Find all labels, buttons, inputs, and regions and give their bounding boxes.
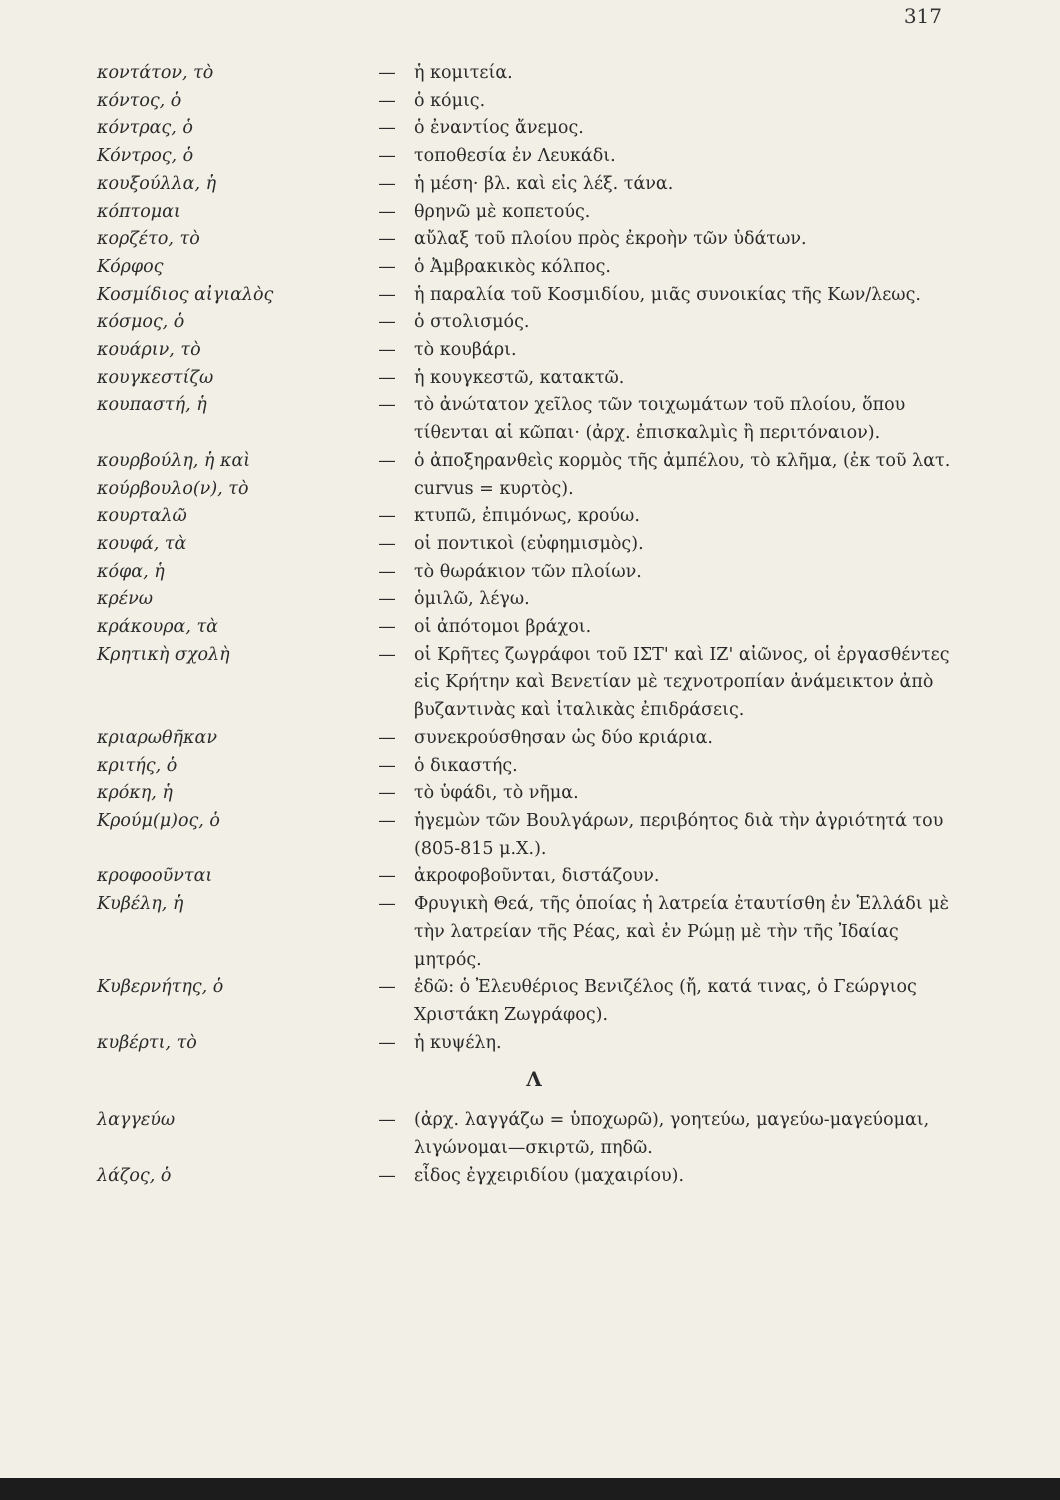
entry-term — [97, 337, 372, 365]
glossary-entry — [0, 309, 1060, 337]
glossary-entry — [0, 226, 1060, 254]
entry-term — [97, 503, 372, 531]
entry-definition: κτυπῶ, ἐπιμόνως, κρούω. — [414, 506, 640, 527]
entry-definition: οἱ Κρῆτες ζωγράφοι τοῦ ΙΣΤ' καὶ ΙΖ' αἰῶνος, οἱ ἐργασθέντες εἰς Κρήτην καὶ Βενετίαν μὲ τεχνοτροπίαν ἀνάμεικτον ἀπὸ βυζαντινὰς καὶ ἰταλικὰς ἐπιδράσεις. — [414, 644, 950, 721]
entry-definition: ἡ παραλία τοῦ Κοσμιδίου, μιᾶς συνοικίας τῆς Κων/λεως. — [414, 284, 921, 305]
glossary-entry — [0, 753, 1060, 781]
entry-term — [97, 282, 372, 310]
entry-term-line: κριτής, ὁ — [97, 755, 178, 776]
glossary-entry — [0, 559, 1060, 587]
entry-definition: ἡ κομιτεία. — [414, 63, 513, 83]
entry-term-line: κόφα, ἡ — [97, 561, 165, 582]
entry-dash: — — [378, 589, 396, 610]
entry-dash: — — [378, 312, 396, 333]
glossary-entry — [0, 365, 1060, 393]
entry-term — [97, 642, 372, 670]
entry-term — [97, 531, 372, 559]
entry-term — [97, 586, 372, 614]
glossary-entry — [0, 60, 1060, 88]
entry-term-line: Κόντρος, ὁ — [97, 146, 194, 167]
entry-term-line: λάζος, ὁ — [97, 1165, 172, 1186]
entry-term-line: κουρταλῶ — [97, 506, 187, 527]
entry-term — [97, 309, 372, 337]
entry-term-line: κόσμος, ὁ — [97, 312, 185, 333]
entry-dash: — — [378, 395, 396, 416]
glossary-entry — [0, 1030, 1060, 1058]
entry-definition: τὸ θωράκιον τῶν πλοίων. — [414, 561, 642, 582]
entry-term-line: κόντρας, ὁ — [97, 118, 193, 139]
glossary-entry — [0, 448, 1060, 503]
entry-definition: ὁ ἐναντίος ἄνεμος. — [414, 118, 584, 139]
entry-definition: τοποθεσία ἐν Λευκάδι. — [414, 146, 616, 167]
glossary-entry — [0, 586, 1060, 614]
entry-dash: — — [378, 229, 396, 250]
glossary-entry — [0, 974, 1060, 1029]
entry-definition: ἀκροφοβοῦνται, διστάζουν. — [414, 866, 660, 887]
entry-term-line: λαγγεύω — [97, 1110, 176, 1131]
entry-dash: — — [378, 866, 396, 887]
entry-term-line: κορζέτο, τὸ — [97, 229, 200, 250]
entry-term — [97, 365, 372, 393]
entry-term-line: κρένω — [97, 589, 154, 610]
glossary-entry — [0, 337, 1060, 365]
entry-term-line: κουφά, τὰ — [97, 533, 187, 554]
entry-term — [97, 60, 372, 88]
entry-definition: ἡ μέση· βλ. καὶ εἰς λέξ. τάνα. — [414, 173, 674, 194]
entry-term-line: κουπαστή, ἡ — [97, 395, 207, 416]
glossary-entry — [0, 642, 1060, 725]
scan-bottom-edge — [0, 1478, 1060, 1500]
entry-dash: — — [378, 894, 396, 915]
glossary-entry — [0, 199, 1060, 227]
entry-term — [97, 1163, 372, 1191]
entry-term-line: Κρούμ(μ)ος, ὁ — [97, 810, 220, 831]
entry-definition: ἡγεμὼν τῶν Βουλγάρων, περιβόητος διὰ τὴν ἀγριότητά του (805-815 μ.Χ.). — [414, 810, 944, 859]
entry-dash: — — [378, 617, 396, 638]
entry-term — [97, 725, 372, 753]
entry-dash: — — [378, 755, 396, 776]
entry-term — [97, 115, 372, 143]
entry-dash: — — [378, 256, 396, 277]
entry-dash: — — [378, 1165, 396, 1186]
entry-term-line: κουγκεστίζω — [97, 367, 214, 388]
entry-dash: — — [378, 506, 396, 527]
entry-term-line: Κρητικὴ σχολὴ — [97, 644, 230, 665]
entry-term — [97, 199, 372, 227]
entry-definition: ἡ κουγκεστῶ, κατακτῶ. — [414, 367, 625, 388]
entry-definition: τὸ ἀνώτατον χεῖλος τῶν τοιχωμάτων τοῦ πλοίου, ὅπου τίθενται αἱ κῶπαι· (ἀρχ. ἐπισκαλμὶς ἢ περιτόναιον). — [414, 395, 906, 444]
entry-dash: — — [378, 727, 396, 748]
entry-term-line: κοντάτον, τὸ — [97, 63, 214, 83]
glossary-entry — [0, 1163, 1060, 1191]
entry-term-line: Κυβέλη, ἡ — [97, 894, 184, 915]
entry-term-line: κουάριν, τὸ — [97, 340, 201, 361]
entries-section-k — [0, 60, 1060, 1057]
glossary-entry — [0, 863, 1060, 891]
entry-term — [97, 171, 372, 199]
entry-term — [97, 891, 372, 919]
entry-term — [97, 143, 372, 171]
glossary-entry — [0, 254, 1060, 282]
entry-term-line: κυβέρτι, τὸ — [97, 1032, 197, 1053]
entry-dash: — — [378, 63, 396, 83]
entry-term-line: κουξούλλα, ἡ — [97, 173, 217, 194]
glossary-entry — [0, 1107, 1060, 1162]
entry-term — [97, 614, 372, 642]
entry-term-line: κροφοοῦνται — [97, 866, 213, 887]
entry-term-line: κράκουρα, τὰ — [97, 617, 218, 638]
entry-definition: Φρυγικὴ Θεά, τῆς ὁποίας ἡ λατρεία ἐταυτίσθη ἐν Ἑλλάδι μὲ τὴν λατρείαν τῆς Ρέας, καὶ ἐν Ρώμῃ μὲ τὴν τῆς Ἰδαίας μητρός. — [414, 894, 949, 970]
glossary-entry — [0, 88, 1060, 116]
entry-term-line: κουρβούλη, ἡ καὶ — [97, 450, 251, 471]
entry-dash: — — [378, 90, 396, 111]
glossary-entry — [0, 282, 1060, 310]
entry-dash: — — [378, 1032, 396, 1053]
entry-term — [97, 1030, 372, 1058]
glossary-entries — [0, 60, 1060, 1190]
entry-dash: — — [378, 1110, 396, 1131]
entry-dash: — — [378, 367, 396, 388]
entries-section-l — [0, 1107, 1060, 1190]
entry-term — [97, 448, 372, 503]
glossary-entry — [0, 392, 1060, 447]
entry-dash: — — [378, 561, 396, 582]
glossary-entry — [0, 171, 1060, 199]
entry-term — [97, 808, 372, 836]
entry-dash: — — [378, 118, 396, 139]
entry-term — [97, 559, 372, 587]
entry-definition: εἶδος ἐγχειριδίου (μαχαιρίου). — [414, 1165, 685, 1186]
entry-definition: οἱ ἀπότομοι βράχοι. — [414, 617, 592, 638]
entry-definition: ὁ Ἀμβρακικὸς κόλπος. — [414, 256, 611, 277]
page-number: 317 — [903, 4, 942, 28]
glossary-entry — [0, 808, 1060, 863]
entry-definition: ὁ κόμις. — [414, 90, 486, 111]
entry-term — [97, 863, 372, 891]
entry-definition: θρηνῶ μὲ κοπετούς. — [414, 201, 591, 222]
entry-dash: — — [378, 644, 396, 665]
entry-definition: οἱ ποντικοὶ (εὐφημισμὸς). — [414, 533, 644, 554]
entry-dash: — — [378, 783, 396, 804]
glossary-entry — [0, 115, 1060, 143]
glossary-entry — [0, 780, 1060, 808]
entry-term-line: κούρβουλο(ν), τὸ — [97, 478, 249, 499]
entry-definition: ὁμιλῶ, λέγω. — [414, 589, 530, 610]
entry-dash: — — [378, 810, 396, 831]
entry-dash: — — [378, 284, 396, 305]
entry-definition: ὁ στολισμός. — [414, 312, 530, 333]
entry-term — [97, 753, 372, 781]
glossary-entry — [0, 725, 1060, 753]
entry-definition: αὔλαξ τοῦ πλοίου πρὸς ἐκροὴν τῶν ὑδάτων. — [414, 229, 807, 250]
section-letter: Λ — [526, 1067, 542, 1092]
entry-term-line: Κοσμίδιος αἰγιαλὸς — [97, 284, 274, 305]
entry-term-line: κρόκη, ἡ — [97, 783, 173, 804]
entry-term — [97, 88, 372, 116]
entry-dash: — — [378, 533, 396, 554]
entry-dash: — — [378, 173, 396, 194]
entry-term — [97, 780, 372, 808]
entry-term-line: κόπτομαι — [97, 201, 181, 222]
entry-dash: — — [378, 450, 396, 471]
entry-term — [97, 254, 372, 282]
entry-dash: — — [378, 201, 396, 222]
entry-definition: ὁ ἀποξηρανθεὶς κορμὸς τῆς ἀμπέλου, τὸ κλῆμα, (ἐκ τοῦ λατ. curvus = κυρτὸς). — [414, 450, 951, 499]
entry-term-line: Κυβερνήτης, ὁ — [97, 977, 224, 998]
entry-dash: — — [378, 977, 396, 998]
entry-definition: ἐδῶ: ὁ Ἐλευθέριος Βενιζέλος (ἤ, κατά τινας, ὁ Γεώργιος Χριστάκη Ζωγράφος). — [414, 977, 917, 1025]
glossary-entry — [0, 891, 1060, 974]
entry-term — [97, 226, 372, 254]
entry-term-line: κριαρωθῆκαν — [97, 727, 217, 748]
glossary-entry — [0, 531, 1060, 559]
entry-term — [97, 392, 372, 420]
glossary-entry — [0, 503, 1060, 531]
entry-definition: τὸ κουβάρι. — [414, 340, 517, 361]
entry-definition: (ἀρχ. λαγγάζω = ὑποχωρῶ), γοητεύω, μαγεύω-μαγεύομαι, λιγώνομαι—σκιρτῶ, πηδῶ. — [414, 1110, 930, 1159]
entry-definition: ἡ κυψέλη. — [414, 1032, 502, 1053]
entry-term — [97, 1107, 372, 1135]
entry-dash: — — [378, 146, 396, 167]
entry-definition: συνεκρούσθησαν ὡς δύο κριάρια. — [414, 727, 713, 748]
entry-dash: — — [378, 340, 396, 361]
glossary-entry — [0, 614, 1060, 642]
entry-definition: τὸ ὑφάδι, τὸ νῆμα. — [414, 783, 579, 804]
entry-definition: ὁ δικαστής. — [414, 755, 518, 776]
entry-term-line: Κόρφος — [97, 256, 164, 277]
entry-term-line: κόντος, ὁ — [97, 90, 182, 111]
glossary-entry — [0, 143, 1060, 171]
entry-term — [97, 974, 372, 1002]
